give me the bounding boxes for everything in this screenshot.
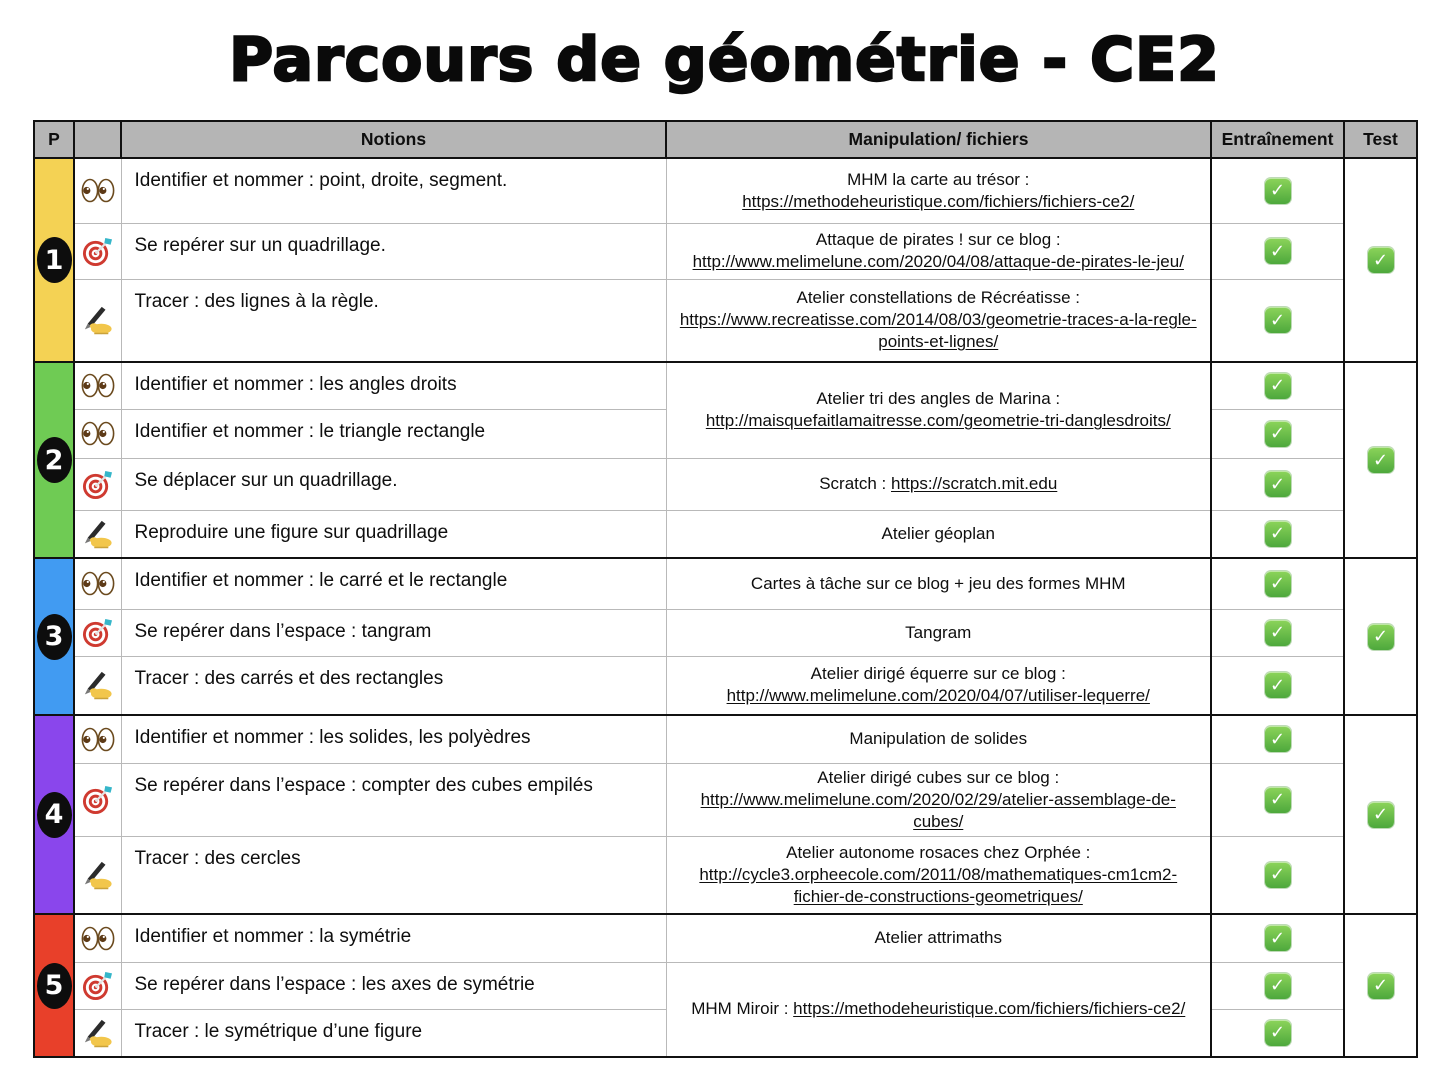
test-cell (1344, 158, 1417, 362)
notion-cell: Identifier et nommer : le triangle rectangle (121, 409, 666, 458)
eyes-icon (74, 914, 121, 962)
manipulation-cell (666, 914, 1211, 962)
period-4-group (34, 715, 1417, 914)
manipulation-cell (666, 510, 1211, 558)
checked-checkbox-icon: ✓ (1265, 373, 1291, 399)
notion-cell: Identifier et nommer : les solides, les polyèdres (121, 715, 666, 763)
checked-checkbox-icon: ✓ (1265, 620, 1291, 646)
table-row (34, 158, 1417, 223)
notion-cell: Se repérer sur un quadrillage. (121, 223, 666, 279)
notion-cell: Identifier et nommer : point, droite, segment. (121, 158, 666, 223)
manipulation-link[interactable]: https://www.recreatisse.com/2014/08/03/geometrie-traces-a-la-regle-points-et-lignes/ (679, 310, 1197, 352)
manipulation-link[interactable]: http://www.melimelune.com/2020/04/08/attaque-de-pirates-le-jeu/ (692, 252, 1184, 271)
manipulation-cell (666, 763, 1211, 836)
entrainement-cell (1211, 609, 1344, 656)
checked-checkbox-icon: ✓ (1265, 726, 1291, 752)
checked-checkbox-icon: ✓ (1265, 521, 1291, 547)
header-notions: Notions (121, 121, 666, 158)
checked-checkbox-icon: ✓ (1265, 925, 1291, 951)
period-number-badge: 2 (37, 437, 72, 483)
eyes-icon (74, 158, 121, 223)
manipulation-text: Tangram (905, 622, 972, 642)
checked-checkbox-icon: ✓ (1265, 421, 1291, 447)
manipulation-link[interactable]: http://maisquefaitlamaitresse.com/geometrie-tri-danglesdroits/ (705, 411, 1171, 431)
test-cell (1344, 362, 1417, 558)
entrainement-cell (1211, 962, 1344, 1009)
notion-cell: Tracer : le symétrique d’une figure (121, 1009, 666, 1057)
entrainement-cell (1211, 362, 1344, 409)
notion-cell: Tracer : des cercles (121, 836, 666, 914)
table-row (34, 279, 1417, 362)
entrainement-cell (1211, 715, 1344, 763)
checked-checkbox-icon: ✓ (1265, 672, 1291, 698)
manipulation-link[interactable]: https://scratch.mit.edu (891, 474, 1058, 493)
header-entrainement: Entraînement (1211, 121, 1344, 158)
table-row (34, 914, 1417, 962)
period-number-badge: 1 (37, 237, 72, 283)
entrainement-cell (1211, 409, 1344, 458)
manipulation-text: MHM Miroir : (691, 999, 794, 1019)
manipulation-text: MHM la carte au trésor : (847, 169, 1030, 189)
writing-hand-icon (74, 1009, 121, 1057)
checked-checkbox-icon: ✓ (1265, 1020, 1291, 1046)
manipulation-cell (666, 836, 1211, 914)
manipulation-text: Atelier constellations de Récréatisse : (796, 288, 1080, 308)
manipulation-cell (666, 458, 1211, 510)
manipulation-cell (666, 158, 1211, 223)
checked-checkbox-icon: ✓ (1368, 973, 1394, 999)
period-number-badge: 4 (37, 792, 72, 838)
header-manipulation: Manipulation/ fichiers (666, 121, 1211, 158)
eyes-icon (74, 715, 121, 763)
writing-hand-icon (74, 656, 121, 715)
manipulation-cell (666, 558, 1211, 609)
period-2-group (34, 362, 1417, 558)
checked-checkbox-icon: ✓ (1265, 862, 1291, 888)
manipulation-text: Atelier dirigé cubes sur ce blog : (817, 767, 1060, 787)
checked-checkbox-icon: ✓ (1265, 307, 1291, 333)
entrainement-cell (1211, 279, 1344, 362)
notion-cell: Tracer : des carrés et des rectangles (121, 656, 666, 715)
manipulation-cell (666, 715, 1211, 763)
checked-checkbox-icon: ✓ (1368, 624, 1394, 650)
manipulation-link[interactable]: http://www.melimelune.com/2020/02/29/atelier-assemblage-de-cubes/ (700, 789, 1176, 831)
manipulation-text: Attaque de pirates ! sur ce blog : (815, 230, 1061, 249)
manipulation-link[interactable]: https://methodeheuristique.com/fichiers/fichiers-ce2/ (793, 999, 1186, 1019)
manipulation-text: Atelier tri des angles de Marina : (816, 389, 1061, 409)
eyes-icon (74, 362, 121, 409)
manipulation-text: Manipulation de solides (849, 729, 1028, 749)
table-row (34, 558, 1417, 609)
period-4-band (34, 715, 74, 914)
entrainement-cell (1211, 510, 1344, 558)
period-3-band (34, 558, 74, 715)
entrainement-cell (1211, 656, 1344, 715)
period-number-badge: 5 (37, 963, 72, 1009)
header-icon-column (74, 121, 121, 158)
checked-checkbox-icon: ✓ (1368, 802, 1394, 828)
notion-cell: Se repérer dans l’espace : tangram (121, 609, 666, 656)
manipulation-cell (666, 962, 1211, 1057)
notion-cell: Tracer : des lignes à la règle. (121, 279, 666, 362)
table-row (34, 510, 1417, 558)
entrainement-cell (1211, 836, 1344, 914)
table-row (34, 836, 1417, 914)
test-cell (1344, 558, 1417, 715)
table-row (34, 223, 1417, 279)
dart-icon (74, 223, 121, 279)
table-row (34, 656, 1417, 715)
header-row (34, 121, 1417, 158)
period-2-band (34, 362, 74, 558)
notion-cell: Reproduire une figure sur quadrillage (121, 510, 666, 558)
entrainement-cell (1211, 458, 1344, 510)
writing-hand-icon (74, 510, 121, 558)
eyes-icon (74, 558, 121, 609)
manipulation-link[interactable]: http://cycle3.orpheecole.com/2011/08/mathematiques-cm1cm2-fichier-de-constructions-geometriques/ (699, 864, 1178, 906)
page-title: Parcours de géométrie - CE2 (229, 25, 1220, 95)
manipulation-text: Atelier dirigé équerre sur ce blog : (810, 664, 1066, 684)
period-1-band (34, 158, 74, 362)
manipulation-link[interactable]: http://www.melimelune.com/2020/04/07/utiliser-lequerre/ (726, 686, 1150, 706)
notion-cell: Se repérer dans l’espace : les axes de symétrie (121, 962, 666, 1009)
checked-checkbox-icon: ✓ (1265, 178, 1291, 204)
table-row (34, 362, 1417, 409)
manipulation-cell (666, 656, 1211, 715)
header-test: Test (1344, 121, 1417, 158)
checked-checkbox-icon: ✓ (1265, 471, 1291, 497)
geometry-progress-table (33, 120, 1418, 1058)
table-row (34, 763, 1417, 836)
dart-icon (74, 763, 121, 836)
table-row (34, 458, 1417, 510)
checked-checkbox-icon: ✓ (1265, 571, 1291, 597)
test-cell (1344, 715, 1417, 914)
manipulation-cell (666, 609, 1211, 656)
entrainement-cell (1211, 158, 1344, 223)
manipulation-cell (666, 223, 1211, 279)
manipulation-text: Atelier autonome rosaces chez Orphée : (786, 842, 1091, 862)
eyes-icon (74, 409, 121, 458)
entrainement-cell (1211, 763, 1344, 836)
dart-icon (74, 458, 121, 510)
manipulation-cell (666, 362, 1211, 458)
manipulation-cell (666, 279, 1211, 362)
checked-checkbox-icon: ✓ (1265, 238, 1291, 264)
writing-hand-icon (74, 836, 121, 914)
entrainement-cell (1211, 558, 1344, 609)
period-5-band (34, 914, 74, 1057)
notion-cell: Se repérer dans l’espace : compter des cubes empilés (121, 763, 666, 836)
table-row (34, 715, 1417, 763)
test-cell (1344, 914, 1417, 1057)
notion-cell: Identifier et nommer : les angles droits (121, 362, 666, 409)
period-1-group (34, 158, 1417, 362)
checked-checkbox-icon: ✓ (1368, 447, 1394, 473)
dart-icon (74, 962, 121, 1009)
writing-hand-icon (74, 279, 121, 362)
entrainement-cell (1211, 223, 1344, 279)
entrainement-cell (1211, 914, 1344, 962)
manipulation-text: Cartes à tâche sur ce blog + jeu des formes MHM (750, 573, 1126, 593)
checked-checkbox-icon: ✓ (1368, 247, 1394, 273)
checked-checkbox-icon: ✓ (1265, 973, 1291, 999)
manipulation-link[interactable]: https://methodeheuristique.com/fichiers/fichiers-ce2/ (742, 191, 1135, 211)
header-p: P (34, 121, 74, 158)
dart-icon (74, 609, 121, 656)
table-row (34, 609, 1417, 656)
period-3-group (34, 558, 1417, 715)
notion-cell: Identifier et nommer : le carré et le rectangle (121, 558, 666, 609)
checked-checkbox-icon: ✓ (1265, 787, 1291, 813)
notion-cell: Identifier et nommer : la symétrie (121, 914, 666, 962)
period-5-group (34, 914, 1417, 1057)
notion-cell: Se déplacer sur un quadrillage. (121, 458, 666, 510)
period-number-badge: 3 (37, 614, 72, 660)
manipulation-text: Scratch : (819, 474, 891, 493)
manipulation-text: Atelier attrimaths (874, 928, 1003, 948)
manipulation-text: Atelier géoplan (881, 523, 995, 543)
table-row (34, 962, 1417, 1009)
entrainement-cell (1211, 1009, 1344, 1057)
